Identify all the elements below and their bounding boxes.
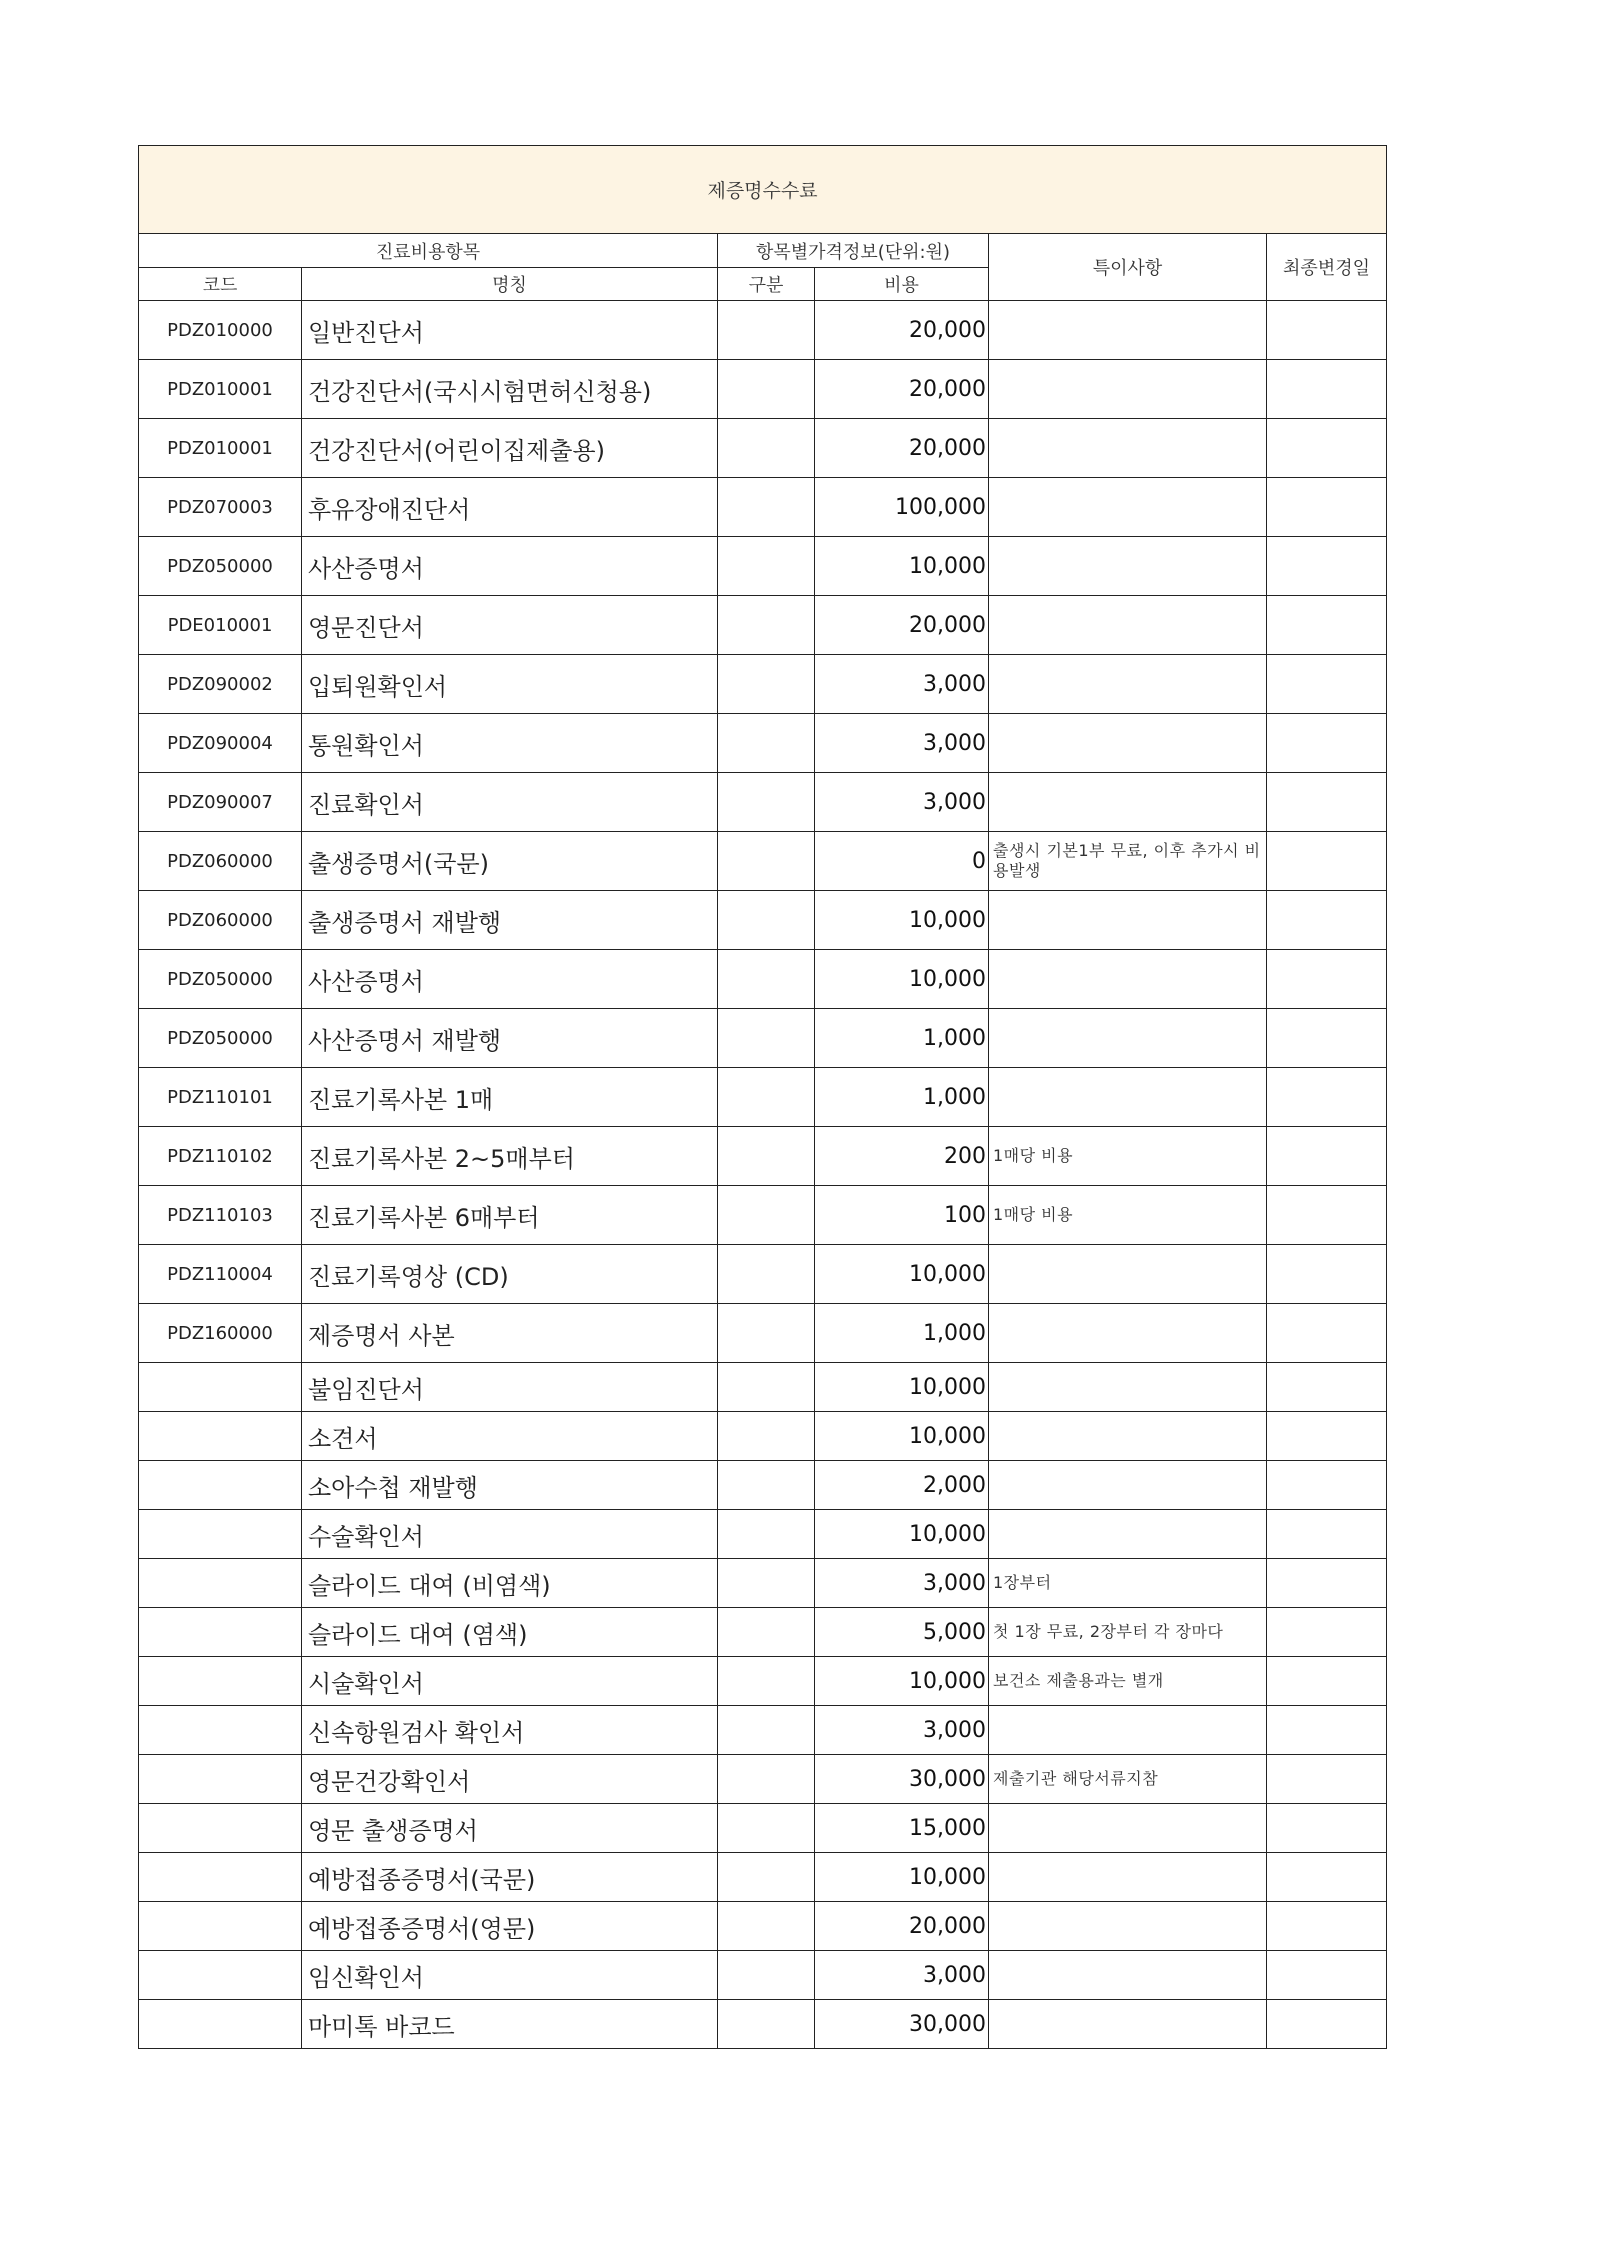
row-category (718, 832, 815, 891)
row-date (1267, 1755, 1387, 1804)
table-row (139, 1706, 1387, 1755)
table-row (139, 360, 1387, 419)
row-date (1267, 714, 1387, 773)
row-code: PDZ070003 (139, 478, 302, 537)
row-code (139, 1804, 302, 1853)
row-cost: 3,000 (815, 655, 989, 714)
table-row (139, 1412, 1387, 1461)
row-name: 건강진단서(어린이집제출용) (302, 419, 718, 478)
row-note: 1매당 비용 (989, 1186, 1267, 1245)
table-row (139, 1461, 1387, 1510)
row-name: 예방접종증명서(국문) (302, 1853, 718, 1902)
row-date (1267, 1009, 1387, 1068)
row-cost: 0 (815, 832, 989, 891)
row-note (989, 360, 1267, 419)
table-row (139, 1559, 1387, 1608)
row-code (139, 1510, 302, 1559)
row-cost: 10,000 (815, 950, 989, 1009)
row-category (718, 1804, 815, 1853)
row-code (139, 1853, 302, 1902)
row-date (1267, 950, 1387, 1009)
row-date (1267, 537, 1387, 596)
row-name: 신속항원검사 확인서 (302, 1706, 718, 1755)
row-name: 일반진단서 (302, 301, 718, 360)
row-category (718, 891, 815, 950)
row-date (1267, 1510, 1387, 1559)
row-name: 임신확인서 (302, 1951, 718, 2000)
row-category (718, 537, 815, 596)
row-code: PDZ010001 (139, 419, 302, 478)
table-row (139, 950, 1387, 1009)
row-category (718, 596, 815, 655)
row-cost: 20,000 (815, 301, 989, 360)
row-note (989, 1510, 1267, 1559)
row-note (989, 1461, 1267, 1510)
row-category (718, 1510, 815, 1559)
row-note (989, 1951, 1267, 2000)
row-code (139, 1706, 302, 1755)
table-row (139, 832, 1387, 891)
row-category (718, 419, 815, 478)
row-name: 슬라이드 대여 (비염색) (302, 1559, 718, 1608)
row-cost: 1,000 (815, 1068, 989, 1127)
header-last-changed: 최종변경일 (1267, 234, 1387, 301)
row-cost: 1,000 (815, 1009, 989, 1068)
row-note (989, 655, 1267, 714)
row-date (1267, 1363, 1387, 1412)
row-note (989, 1804, 1267, 1853)
row-name: 입퇴원확인서 (302, 655, 718, 714)
row-code: PDZ010000 (139, 301, 302, 360)
row-category (718, 1068, 815, 1127)
row-name: 영문진단서 (302, 596, 718, 655)
row-name: 영문건강확인서 (302, 1755, 718, 1804)
row-category (718, 1461, 815, 1510)
row-cost: 10,000 (815, 1412, 989, 1461)
row-code (139, 1657, 302, 1706)
row-code: PDZ090007 (139, 773, 302, 832)
row-note: 보건소 제출용과는 별개 (989, 1657, 1267, 1706)
row-note (989, 1245, 1267, 1304)
row-category (718, 1853, 815, 1902)
row-name: 제증명서 사본 (302, 1304, 718, 1363)
table-row (139, 301, 1387, 360)
row-category (718, 1304, 815, 1363)
page-title: 제증명수수료 (139, 146, 1387, 234)
row-code: PDZ160000 (139, 1304, 302, 1363)
row-code: PDZ060000 (139, 891, 302, 950)
row-note (989, 419, 1267, 478)
row-date (1267, 891, 1387, 950)
header-name: 명칭 (302, 268, 718, 301)
table-row (139, 596, 1387, 655)
row-category (718, 1608, 815, 1657)
table-row (139, 1608, 1387, 1657)
row-date (1267, 1657, 1387, 1706)
header-price-group: 항목별가격정보(단위:원) (718, 234, 989, 268)
table-row (139, 478, 1387, 537)
row-date (1267, 360, 1387, 419)
table-row (139, 1363, 1387, 1412)
row-code: PDZ110004 (139, 1245, 302, 1304)
row-cost: 3,000 (815, 1559, 989, 1608)
row-name: 소견서 (302, 1412, 718, 1461)
row-note (989, 714, 1267, 773)
table-row (139, 1009, 1387, 1068)
row-code (139, 1608, 302, 1657)
row-date (1267, 832, 1387, 891)
row-name: 소아수첩 재발행 (302, 1461, 718, 1510)
row-name: 시술확인서 (302, 1657, 718, 1706)
row-name: 진료기록사본 2~5매부터 (302, 1127, 718, 1186)
table-row (139, 2000, 1387, 2049)
row-category (718, 360, 815, 419)
row-cost: 10,000 (815, 1245, 989, 1304)
row-name: 수술확인서 (302, 1510, 718, 1559)
table-row (139, 1245, 1387, 1304)
row-cost: 100,000 (815, 478, 989, 537)
row-code: PDZ110101 (139, 1068, 302, 1127)
row-note (989, 301, 1267, 360)
row-cost: 3,000 (815, 714, 989, 773)
row-name: 마미톡 바코드 (302, 2000, 718, 2049)
table-row (139, 1657, 1387, 1706)
row-cost: 10,000 (815, 891, 989, 950)
row-category (718, 1186, 815, 1245)
row-date (1267, 1068, 1387, 1127)
table-row (139, 1951, 1387, 2000)
row-cost: 10,000 (815, 1510, 989, 1559)
table-row (139, 1755, 1387, 1804)
row-code: PDZ110103 (139, 1186, 302, 1245)
row-note (989, 1068, 1267, 1127)
row-code (139, 1902, 302, 1951)
row-category (718, 478, 815, 537)
row-category (718, 714, 815, 773)
row-date (1267, 1559, 1387, 1608)
table-row (139, 773, 1387, 832)
row-code: PDZ060000 (139, 832, 302, 891)
row-code: PDE010001 (139, 596, 302, 655)
row-name: 진료기록사본 1매 (302, 1068, 718, 1127)
row-code (139, 1755, 302, 1804)
header-category: 구분 (718, 268, 815, 301)
row-code: PDZ090004 (139, 714, 302, 773)
row-category (718, 1412, 815, 1461)
row-note (989, 1304, 1267, 1363)
row-name: 후유장애진단서 (302, 478, 718, 537)
row-cost: 15,000 (815, 1804, 989, 1853)
row-note (989, 1363, 1267, 1412)
row-note (989, 773, 1267, 832)
row-category (718, 1951, 815, 2000)
row-note: 1장부터 (989, 1559, 1267, 1608)
row-name: 사산증명서 (302, 537, 718, 596)
row-category (718, 1902, 815, 1951)
row-name: 건강진단서(국시시험면허신청용) (302, 360, 718, 419)
row-note (989, 1412, 1267, 1461)
row-category (718, 1657, 815, 1706)
row-date (1267, 1706, 1387, 1755)
table-row (139, 537, 1387, 596)
table-row (139, 1804, 1387, 1853)
table-row (139, 1902, 1387, 1951)
row-code: PDZ050000 (139, 950, 302, 1009)
row-date (1267, 301, 1387, 360)
table-row (139, 655, 1387, 714)
row-date (1267, 1412, 1387, 1461)
table-row (139, 1304, 1387, 1363)
row-cost: 10,000 (815, 537, 989, 596)
row-code (139, 1559, 302, 1608)
row-note (989, 1706, 1267, 1755)
row-date (1267, 1902, 1387, 1951)
row-code (139, 2000, 302, 2049)
row-date (1267, 419, 1387, 478)
row-note (989, 891, 1267, 950)
header-cost: 비용 (815, 268, 989, 301)
table-row (139, 891, 1387, 950)
row-note (989, 1902, 1267, 1951)
row-cost: 20,000 (815, 419, 989, 478)
row-code (139, 1363, 302, 1412)
row-cost: 1,000 (815, 1304, 989, 1363)
header-code: 코드 (139, 268, 302, 301)
row-cost: 100 (815, 1186, 989, 1245)
row-date (1267, 1853, 1387, 1902)
row-date (1267, 478, 1387, 537)
row-category (718, 1755, 815, 1804)
row-category (718, 950, 815, 1009)
row-cost: 3,000 (815, 1951, 989, 2000)
row-date (1267, 1608, 1387, 1657)
row-code (139, 1412, 302, 1461)
header-item-group: 진료비용항목 (139, 234, 718, 268)
row-date (1267, 596, 1387, 655)
row-code (139, 1461, 302, 1510)
row-cost: 30,000 (815, 1755, 989, 1804)
row-category (718, 1127, 815, 1186)
row-cost: 20,000 (815, 596, 989, 655)
row-note: 1매당 비용 (989, 1127, 1267, 1186)
row-name: 진료기록영상 (CD) (302, 1245, 718, 1304)
row-note: 제출기관 해당서류지참 (989, 1755, 1267, 1804)
table-row (139, 1853, 1387, 1902)
table-row (139, 714, 1387, 773)
row-name: 통원확인서 (302, 714, 718, 773)
row-cost: 2,000 (815, 1461, 989, 1510)
row-name: 출생증명서(국문) (302, 832, 718, 891)
row-cost: 10,000 (815, 1657, 989, 1706)
table-row (139, 419, 1387, 478)
row-name: 예방접종증명서(영문) (302, 1902, 718, 1951)
row-cost: 3,000 (815, 773, 989, 832)
row-cost: 3,000 (815, 1706, 989, 1755)
row-category (718, 773, 815, 832)
row-cost: 20,000 (815, 360, 989, 419)
row-note (989, 478, 1267, 537)
row-cost: 10,000 (815, 1363, 989, 1412)
row-note (989, 2000, 1267, 2049)
row-name: 출생증명서 재발행 (302, 891, 718, 950)
table-row (139, 1068, 1387, 1127)
row-category (718, 1706, 815, 1755)
row-date (1267, 1127, 1387, 1186)
fee-table (138, 145, 1387, 2049)
row-date (1267, 1804, 1387, 1853)
row-date (1267, 1186, 1387, 1245)
row-code: PDZ110102 (139, 1127, 302, 1186)
row-note: 출생시 기본1부 무료, 이후 추가시 비용발생 (989, 832, 1267, 891)
row-category (718, 1559, 815, 1608)
row-date (1267, 1245, 1387, 1304)
row-date (1267, 773, 1387, 832)
table-row (139, 1186, 1387, 1245)
row-name: 슬라이드 대여 (염색) (302, 1608, 718, 1657)
row-note (989, 1853, 1267, 1902)
row-date (1267, 1304, 1387, 1363)
row-category (718, 301, 815, 360)
row-code: PDZ010001 (139, 360, 302, 419)
header-notes: 특이사항 (989, 234, 1267, 301)
row-code: PDZ050000 (139, 1009, 302, 1068)
row-name: 사산증명서 재발행 (302, 1009, 718, 1068)
row-name: 사산증명서 (302, 950, 718, 1009)
row-note: 첫 1장 무료, 2장부터 각 장마다 (989, 1608, 1267, 1657)
row-name: 진료확인서 (302, 773, 718, 832)
row-cost: 30,000 (815, 2000, 989, 2049)
row-code: PDZ050000 (139, 537, 302, 596)
row-cost: 200 (815, 1127, 989, 1186)
row-name: 진료기록사본 6매부터 (302, 1186, 718, 1245)
row-date (1267, 2000, 1387, 2049)
row-name: 불임진단서 (302, 1363, 718, 1412)
row-note (989, 596, 1267, 655)
row-category (718, 1363, 815, 1412)
row-note (989, 1009, 1267, 1068)
row-date (1267, 1461, 1387, 1510)
row-cost: 10,000 (815, 1853, 989, 1902)
row-note (989, 537, 1267, 596)
row-category (718, 1245, 815, 1304)
row-category (718, 2000, 815, 2049)
row-cost: 20,000 (815, 1902, 989, 1951)
row-code: PDZ090002 (139, 655, 302, 714)
table-row (139, 1510, 1387, 1559)
table-row (139, 1127, 1387, 1186)
row-name: 영문 출생증명서 (302, 1804, 718, 1853)
row-date (1267, 655, 1387, 714)
row-code (139, 1951, 302, 2000)
row-note (989, 950, 1267, 1009)
row-category (718, 655, 815, 714)
row-date (1267, 1951, 1387, 2000)
row-cost: 5,000 (815, 1608, 989, 1657)
row-category (718, 1009, 815, 1068)
